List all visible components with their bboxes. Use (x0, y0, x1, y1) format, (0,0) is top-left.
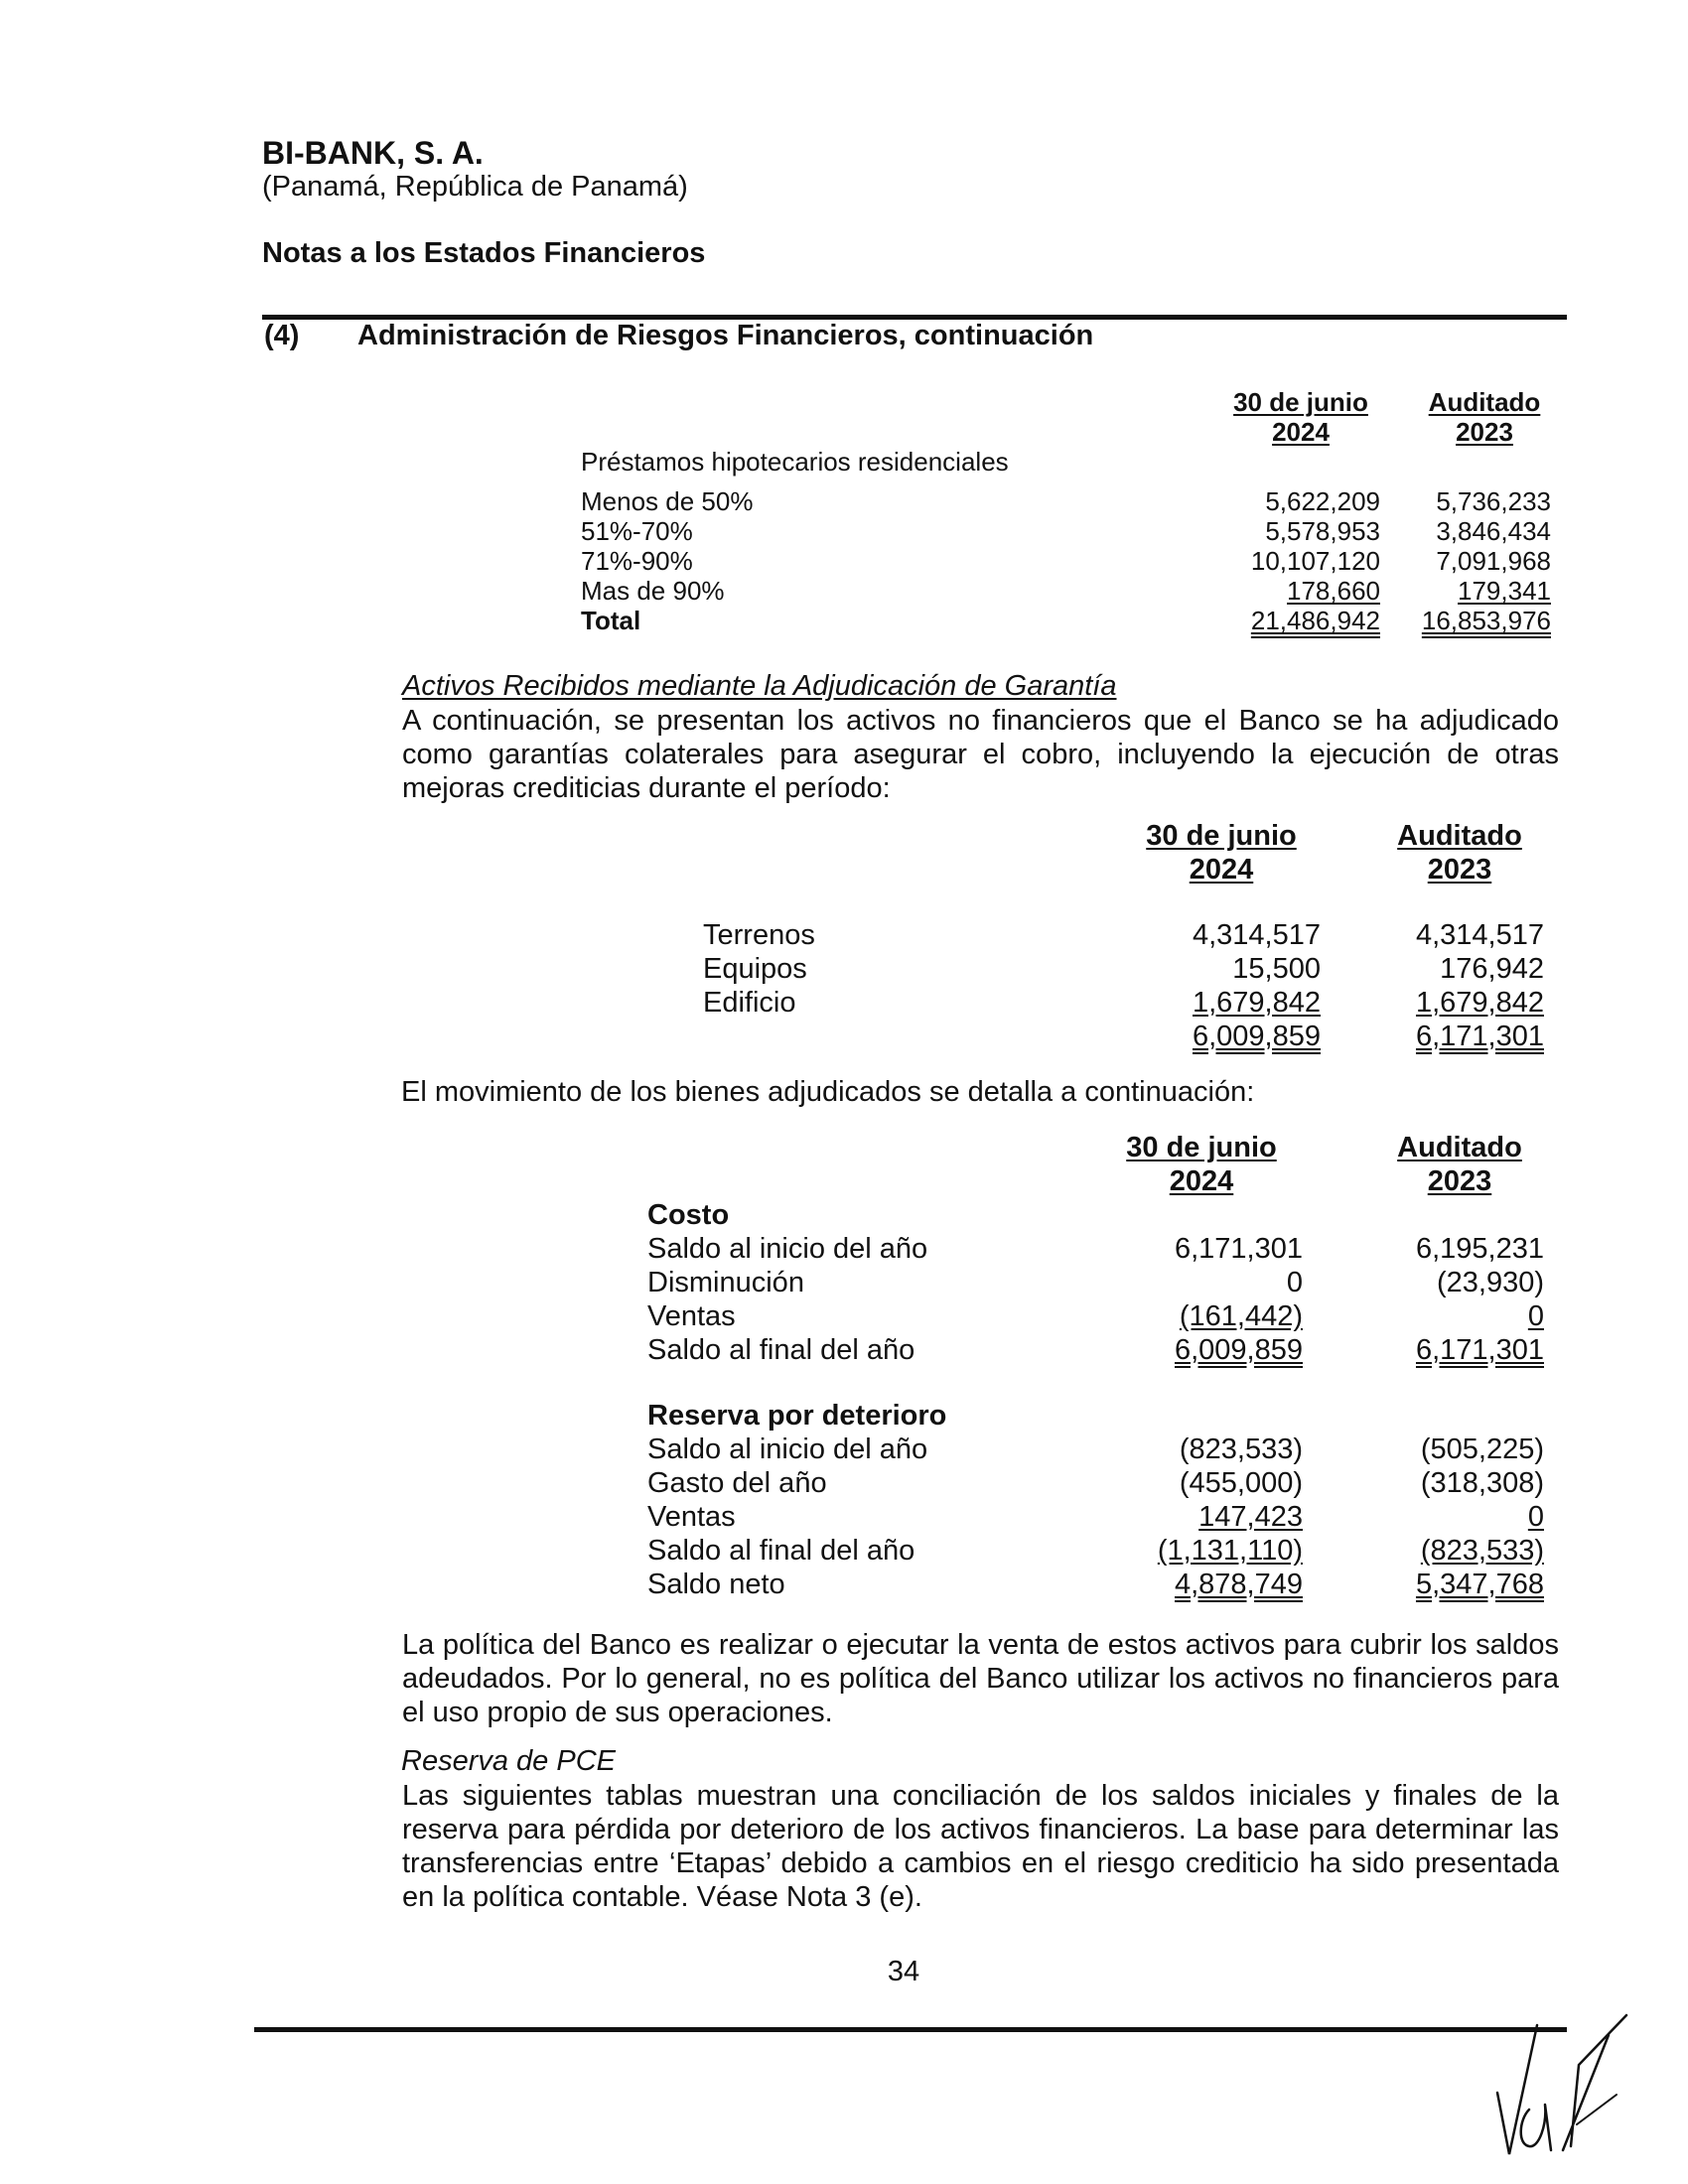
company-location: (Panamá, República de Panamá) (262, 171, 688, 203)
mortgage-col-2024-line1: 30 de junio (1233, 387, 1368, 417)
bottom-rule (254, 2027, 1567, 2032)
mortgage-row-2023: 7,091,968 (1436, 546, 1551, 576)
reserve-row-label: Ventas (647, 1501, 736, 1533)
mortgage-row-2023: 3,846,434 (1436, 516, 1551, 546)
adjudicated-col-2023-line2: 2023 (1427, 854, 1492, 886)
reserve-row-2024: (455,000) (1179, 1467, 1303, 1499)
movement-intro: El movimiento de los bienes adjudicados se detalla a continuación: (401, 1076, 1255, 1108)
reserve-row-2023: 5,347,768 (1415, 1569, 1544, 1600)
reserve-row-2024: (823,533) (1179, 1433, 1303, 1465)
cost-row-2024: 6,009,859 (1174, 1334, 1303, 1366)
handwritten-signature (1468, 2005, 1646, 2164)
mortgage-row-2023: 179,341 (1458, 576, 1551, 606)
adjudicated-row-2023: 176,942 (1440, 953, 1544, 985)
reserve-row-2023: (318,308) (1420, 1467, 1544, 1499)
mortgage-row-2023: 5,736,233 (1436, 486, 1551, 516)
cost-heading: Costo (647, 1199, 730, 1231)
reserve-row-2023: (505,225) (1420, 1433, 1544, 1465)
mortgage-row-2024: 5,622,209 (1265, 486, 1380, 516)
reserve-heading: Reserva por deterioro (647, 1400, 947, 1432)
adjudicated-row-2024: 15,500 (1232, 953, 1321, 985)
movement-col-2023-line1: Auditado (1397, 1132, 1522, 1163)
notes-title: Notas a los Estados Financieros (262, 237, 706, 269)
adjudicated-row-2024: 1,679,842 (1192, 987, 1321, 1019)
reserve-row-label: Gasto del año (647, 1467, 827, 1499)
adjudicated-row-2023: 1,679,842 (1415, 987, 1544, 1019)
adjudicated-col-2024-line1: 30 de junio (1146, 820, 1297, 852)
section-title: Administración de Riesgos Financieros, continuación (357, 320, 1094, 351)
cost-row-2023: 6,195,231 (1415, 1233, 1544, 1265)
mortgage-col-2024-line2: 2024 (1272, 417, 1330, 447)
reserve-row-2023: 0 (1527, 1501, 1544, 1533)
adjudicated-row-2024: 4,314,517 (1192, 919, 1321, 951)
adjudicated-heading: Activos Recibidos mediante la Adjudicación de Garantía (402, 670, 1117, 702)
adjudicated-total-2024: 6,009,859 (1192, 1021, 1321, 1052)
pce-paragraph: Las siguientes tablas muestran una conciliación de los saldos iniciales y finales de la reserva para pérdida por deterioro de los activos financieros. La base para determinar las transferencias entre ‘Etapas’ debido a cambios en el riesgo crediticio ha sido presentada en la política contable. Véase Nota 3 (e). (402, 1780, 1559, 1913)
mortgage-total-2024: 21,486,942 (1250, 606, 1380, 635)
cost-row-label: Disminución (647, 1267, 804, 1298)
adjudicated-row-label: Terrenos (703, 919, 815, 951)
cost-row-2023: (23,930) (1436, 1267, 1544, 1298)
reserve-row-label: Saldo al inicio del año (647, 1433, 928, 1465)
cost-row-2023: 0 (1527, 1300, 1544, 1332)
mortgage-row-label: 51%-70% (581, 516, 693, 546)
reserve-row-2024: (1,131,110) (1157, 1535, 1303, 1567)
adjudicated-col-2023-line1: Auditado (1397, 820, 1522, 852)
movement-col-2024-line1: 30 de junio (1126, 1132, 1277, 1163)
mortgage-row-label: Mas de 90% (581, 576, 725, 606)
adjudicated-row-2023: 4,314,517 (1415, 919, 1544, 951)
adjudicated-paragraph: A continuación, se presentan los activos no financieros que el Banco se ha adjudicado como garantías colaterales para asegurar el cobro, incluyendo la ejecución de otras mejoras crediticias durante el período: (402, 705, 1559, 804)
pce-heading: Reserva de PCE (401, 1745, 616, 1777)
reserve-row-label: Saldo neto (647, 1569, 785, 1600)
adjudicated-row-label: Edificio (703, 987, 796, 1019)
reserve-row-2024: 4,878,749 (1174, 1569, 1303, 1600)
mortgage-row-label: 71%-90% (581, 546, 693, 576)
page-number: 34 (887, 1956, 920, 1987)
adjudicated-total-2023: 6,171,301 (1415, 1021, 1544, 1052)
mortgage-row-2024: 5,578,953 (1265, 516, 1380, 546)
reserve-row-label: Saldo al final del año (647, 1535, 915, 1567)
cost-row-2023: 6,171,301 (1415, 1334, 1544, 1366)
reserve-row-2023: (823,533) (1420, 1535, 1544, 1567)
mortgage-caption: Préstamos hipotecarios residenciales (581, 447, 1009, 477)
mortgage-col-2023-line2: 2023 (1456, 417, 1513, 447)
cost-row-label: Ventas (647, 1300, 736, 1332)
mortgage-row-2024: 178,660 (1287, 576, 1380, 606)
movement-col-2024-line2: 2024 (1169, 1165, 1234, 1197)
adjudicated-row-label: Equipos (703, 953, 807, 985)
company-name: BI-BANK, S. A. (262, 135, 484, 171)
mortgage-total-label: Total (581, 606, 641, 635)
cost-row-label: Saldo al inicio del año (647, 1233, 928, 1265)
policy-paragraph: La política del Banco es realizar o ejecutar la venta de estos activos para cubrir los saldos adeudados. Por lo general, no es política del Banco utilizar los activos no financieros para el uso propio de sus operaciones. (402, 1629, 1559, 1728)
section-number: (4) (264, 320, 300, 351)
cost-row-2024: 0 (1286, 1267, 1303, 1298)
cost-row-2024: (161,442) (1179, 1300, 1303, 1332)
movement-col-2023-line2: 2023 (1427, 1165, 1492, 1197)
mortgage-row-2024: 10,107,120 (1250, 546, 1380, 576)
adjudicated-col-2024-line2: 2024 (1189, 854, 1254, 886)
mortgage-total-2023: 16,853,976 (1421, 606, 1551, 635)
mortgage-col-2023-line1: Auditado (1428, 387, 1541, 417)
cost-row-2024: 6,171,301 (1174, 1233, 1303, 1265)
cost-row-label: Saldo al final del año (647, 1334, 915, 1366)
reserve-row-2024: 147,423 (1198, 1501, 1303, 1533)
mortgage-row-label: Menos de 50% (581, 486, 754, 516)
